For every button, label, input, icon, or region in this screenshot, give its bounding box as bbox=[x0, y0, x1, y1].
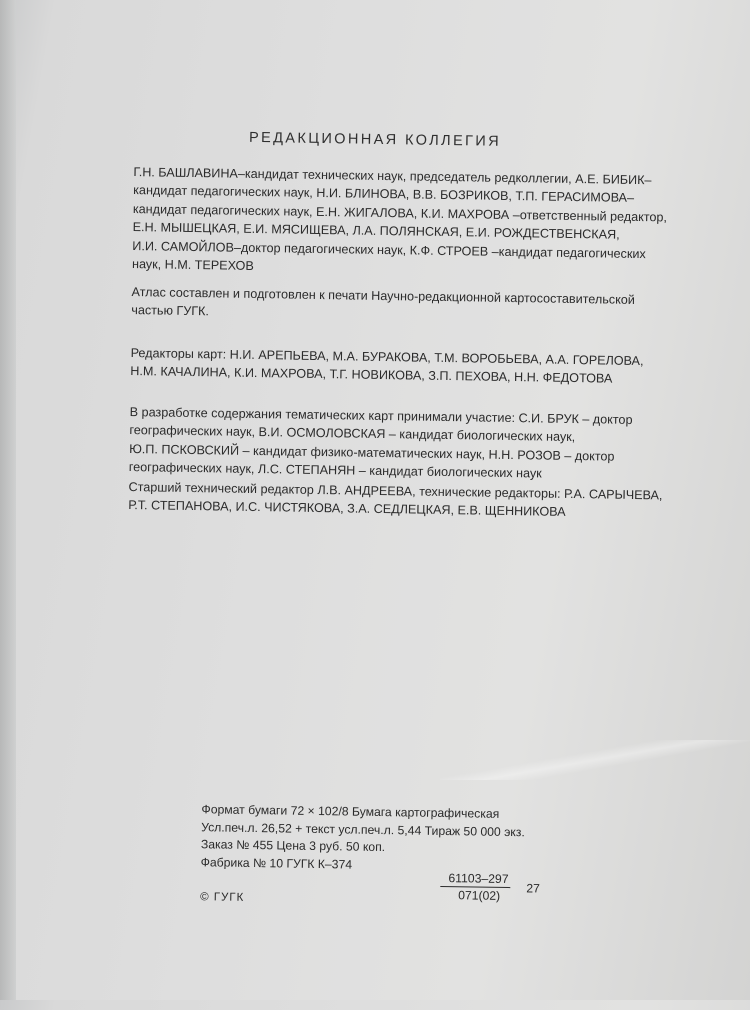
text-line: Е.Н. МЫШЕЦКАЯ, Е.И. МЯСИЩЕВА, Л.А. ПОЛЯНСКАЯ, Е.И. РОЖДЕСТВЕНСКАЯ, bbox=[132, 220, 620, 242]
imprint-line: Формат бумаги 72 × 102/8 Бумага картографическая bbox=[201, 802, 500, 821]
text-line: частью ГУГК. bbox=[131, 303, 210, 319]
text-line: кандидат педагогических наук, Н.И. БЛИНОВА, В.В. БОЗРИКОВ, Т.П. ГЕРАСИМОВА– bbox=[133, 183, 635, 206]
technical-editors-paragraph bbox=[128, 478, 729, 524]
text-line: кандидат педагогических наук, Е.Н. ЖИГАЛОВА, К.И. МАХРОВА –ответственный редактор, bbox=[132, 201, 668, 225]
page-title: РЕДАКЦИОННАЯ КОЛЛЕГИЯ bbox=[248, 129, 502, 150]
text-line: Редакторы карт: Н.И. АРЕПЬЕВА, М.А. БУРАКОВА, Т.М. ВОРОБЬЕВА, А.А. ГОРЕЛОВА, bbox=[130, 346, 644, 369]
catalog-code bbox=[440, 871, 570, 904]
text-line: географических наук, В.И. ОСМОЛОВСКАЯ – кандидат биологических наук, bbox=[129, 423, 576, 445]
code-denominator: 071(02) bbox=[458, 888, 501, 903]
compiled-by-paragraph bbox=[131, 283, 732, 329]
text-line: Ю.П. ПСКОВСКИЙ – кандидат физико-математических наук, Н.Н. РОЗОВ – доктор bbox=[129, 441, 615, 464]
code-suffix: 27 bbox=[526, 881, 540, 896]
text-line: И.И. САМОЙЛОВ–доктор педагогических наук, К.Ф. СТРОЕВ –кандидат педагогических bbox=[132, 238, 646, 261]
imprint-line: Усл.печ.л. 26,52 + текст усл.печ.л. 5,44 Тираж 50 000 экз. bbox=[201, 819, 525, 839]
text-line: наук, Н.М. ТЕРЕХОВ bbox=[131, 257, 254, 273]
imprint-block bbox=[201, 801, 622, 878]
imprint-line: Фабрика № 10 ГУГК К–374 bbox=[200, 854, 353, 872]
copyright-mark: © ГУГК bbox=[200, 891, 245, 904]
contributors-paragraph bbox=[129, 403, 730, 486]
text-line: В разработке содержания тематических карт принимали участие: С.И. БРУК – доктор bbox=[129, 405, 633, 427]
text-line: географических наук, Л.С. СТЕПАНЯН – кандидат биологических наук bbox=[128, 460, 542, 481]
editorial-board-paragraph bbox=[132, 163, 734, 283]
map-editors-paragraph bbox=[130, 344, 731, 390]
text-line: Г.Н. БАШЛАВИНА–кандидат технических наук, председатель редколлегии, А.Е. БИБИК– bbox=[133, 165, 652, 188]
code-numerator: 61103–297 bbox=[440, 871, 510, 888]
text-line: Старший технический редактор Л.В. АНДРЕЕВА, технические редакторы: Р.А. САРЫЧЕВА, bbox=[128, 480, 663, 503]
imprint-line: Заказ № 455 Цена 3 руб. 50 коп. bbox=[200, 837, 386, 855]
text-line: Атлас составлен и подготовлен к печати Научно-редакционной картосоставительской bbox=[131, 285, 635, 307]
text-line: Н.М. КАЧАЛИНА, К.И. МАХРОВА, Т.Г. НОВИКОВА, З.П. ПЕХОВА, Н.Н. ФЕДОТОВА bbox=[130, 364, 613, 387]
text-line: Р.Т. СТЕПАНОВА, И.С. ЧИСТЯКОВА, З.А. СЕДЛЕЦКАЯ, Е.В. ЩЕННИКОВА bbox=[128, 498, 566, 520]
